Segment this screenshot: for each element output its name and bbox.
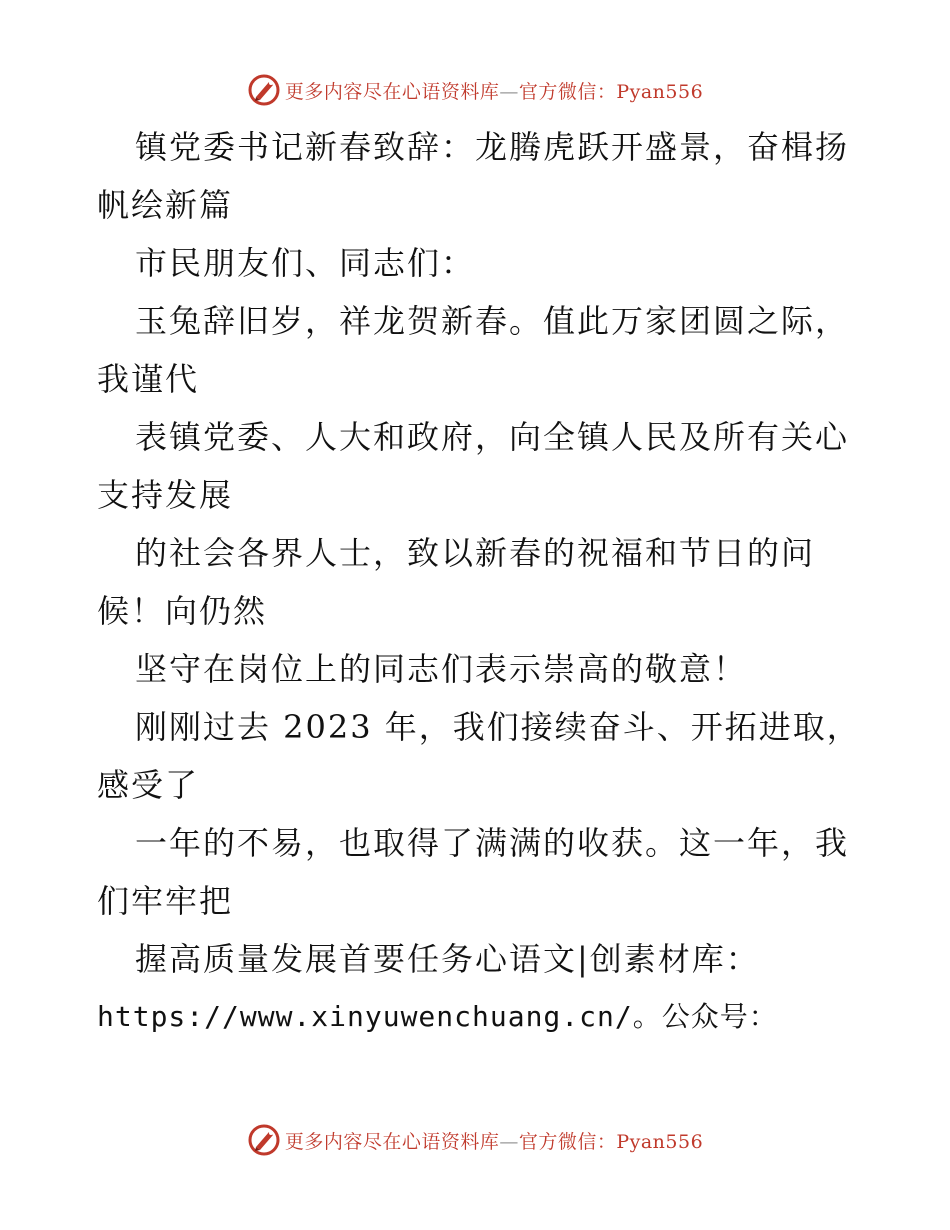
document-body	[97, 118, 861, 1046]
title-line-2: 帆绘新篇	[97, 186, 234, 224]
header-banner-text: 更多内容尽在心语资料库	[284, 80, 500, 103]
paragraph-line: 感受了	[97, 766, 200, 804]
header-banner	[0, 70, 950, 110]
paragraph-line: 候！向仍然	[97, 592, 268, 630]
header-banner-contact: 官方微信：Pyan556	[518, 80, 704, 103]
footer-banner-dash: —	[499, 1130, 519, 1153]
paragraph-line: 玉兔辞旧岁，祥龙贺新春。值此万家团圆之际，	[135, 302, 850, 340]
paragraph-line: 们牢牢把	[97, 882, 234, 920]
title-line-1: 镇党委书记新春致辞：龙腾虎跃开盛景，奋楫扬	[135, 128, 850, 166]
url-line: https://www.xinyuwenchuang.cn/。公众号：	[97, 1000, 778, 1033]
paragraph-line: 我谨代	[97, 360, 200, 398]
header-banner-dash: —	[499, 80, 519, 103]
paragraph-line: 表镇党委、人大和政府，向全镇人民及所有关心	[135, 418, 850, 456]
footer-banner-contact: 官方微信：Pyan556	[518, 1130, 704, 1153]
pen-logo-icon	[247, 73, 281, 107]
paragraph-line: 刚刚过去 2023 年，我们接续奋斗、开拓进取，	[135, 708, 861, 746]
paragraph-line: 握高质量发展首要任务心语文|创素材库：	[135, 940, 760, 978]
paragraph-line: 的社会各界人士，致以新春的祝福和节日的问	[135, 534, 816, 572]
paragraph-line: 一年的不易，也取得了满满的收获。这一年，我	[135, 824, 850, 862]
pen-logo-icon	[247, 1123, 281, 1157]
salutation: 市民朋友们、同志们：	[135, 244, 476, 282]
footer-banner-text: 更多内容尽在心语资料库	[284, 1130, 500, 1153]
paragraph-line: 坚守在岗位上的同志们表示崇高的敬意！	[135, 650, 748, 688]
paragraph-line: 支持发展	[97, 476, 234, 514]
footer-banner	[0, 1120, 950, 1160]
